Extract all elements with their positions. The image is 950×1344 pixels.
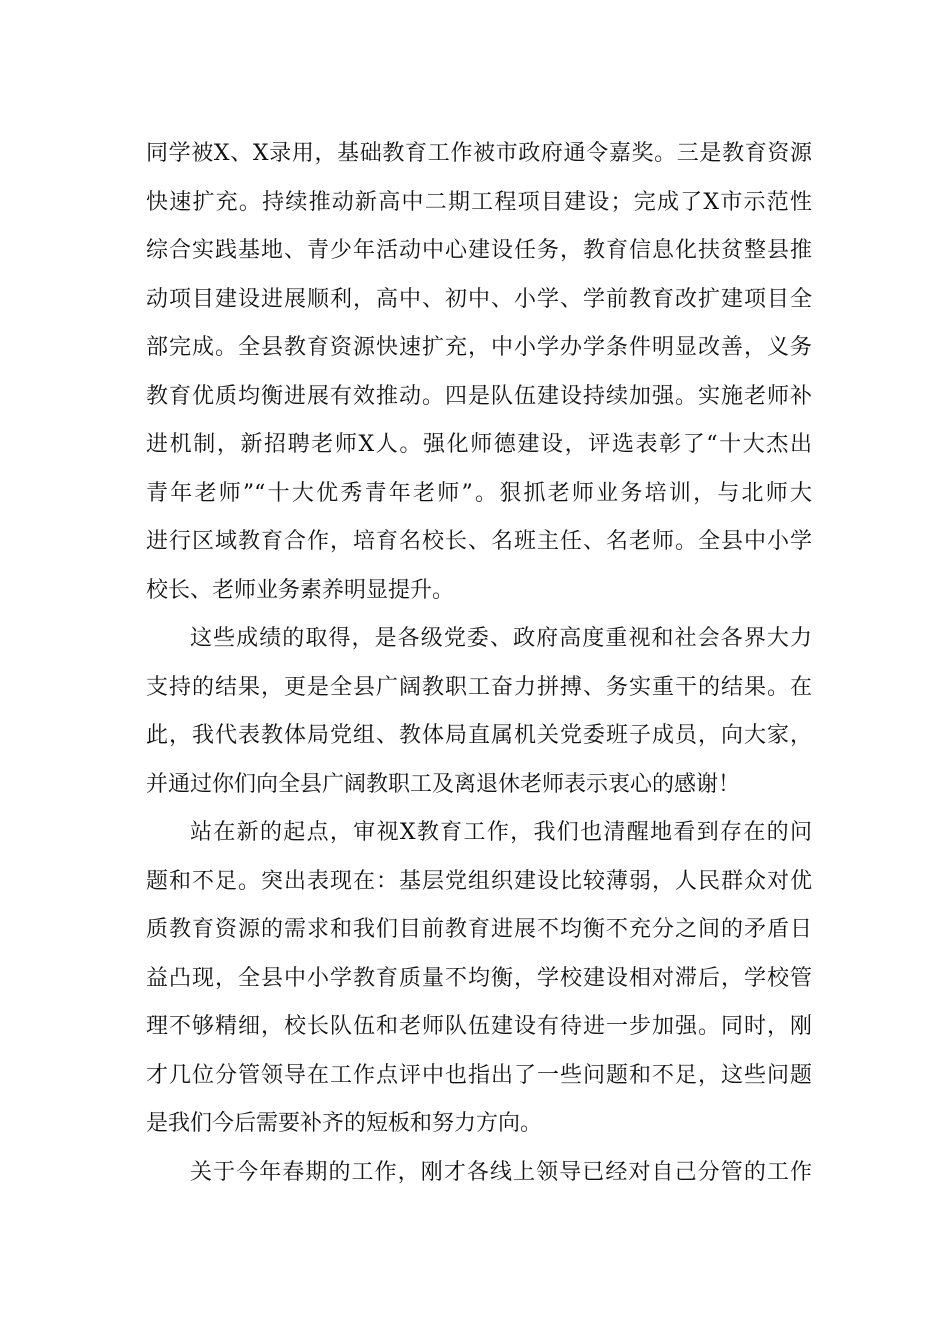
text-line: 进行区域教育合作，培育名校长、名班主任、名老师。全县中小学 <box>146 529 812 554</box>
text-line: 动项目建设进展顺利，高中、初中、小学、学前教育改扩建项目全 <box>146 286 812 312</box>
text-line: 进机制，新招聘老师X人。强化师德建设，评选表彰了“十大杰出 <box>146 432 812 457</box>
text-line: 部完成。全县教育资源快速扩充，中小学办学条件明显改善，义务 <box>146 335 812 360</box>
text-line: 综合实践基地、青少年活动中心建设任务，教育信息化扶贫整县推 <box>146 238 812 263</box>
text-line: 并通过你们向全县广阔教职工及离退休老师表示衷心的感谢！ <box>146 771 741 797</box>
text-line: 快速扩充。持续推动新高中二期工程项目建设；完成了X市示范性 <box>146 189 812 215</box>
text-line: 益凸现，全县中小学教育质量不均衡，学校建设相对滞后，学校管 <box>146 965 812 991</box>
text-line: 是我们今后需要补齐的短板和努力方向。 <box>146 1111 543 1136</box>
text-line: 题和不足。突出表现在：基层党组织建设比较薄弱，人民群众对优 <box>146 868 812 894</box>
text-line: 教育优质均衡进展有效推动。四是队伍建设持续加强。实施老师补 <box>146 383 812 409</box>
text-line: 校长、老师业务素养明显提升。 <box>146 577 455 603</box>
text-line: 青年老师”“十大优秀青年老师”。狠抓老师业务培训，与北师大 <box>146 480 812 506</box>
text-line: 站在新的起点，审视X教育工作，我们也清醒地看到存在的问 <box>190 820 812 845</box>
body-text <box>146 130 812 1197</box>
text-line: 同学被X、X录用，基础教育工作被市政府通令嘉奖。三是教育资源 <box>146 141 812 166</box>
text-line: 才几位分管领导在工作点评中也指出了一些问题和不足，这些问题 <box>146 1062 812 1088</box>
text-line: 此，我代表教体局党组、教体局直属机关党委班子成员，向大家， <box>146 723 812 748</box>
text-line: 支持的结果，更是全县广阔教职工奋力拼搏、务实重干的结果。在 <box>146 674 812 700</box>
text-line: 这些成绩的取得，是各级党委、政府高度重视和社会各界大力 <box>190 626 812 651</box>
text-line: 关于今年春期的工作，刚才各线上领导已经对自己分管的工作 <box>190 1159 812 1185</box>
text-line: 质教育资源的需求和我们目前教育进展不均衡不充分之间的矛盾日 <box>146 917 812 942</box>
text-line: 理不够精细，校长队伍和老师队伍建设有待进一步加强。同时，刚 <box>146 1014 812 1039</box>
